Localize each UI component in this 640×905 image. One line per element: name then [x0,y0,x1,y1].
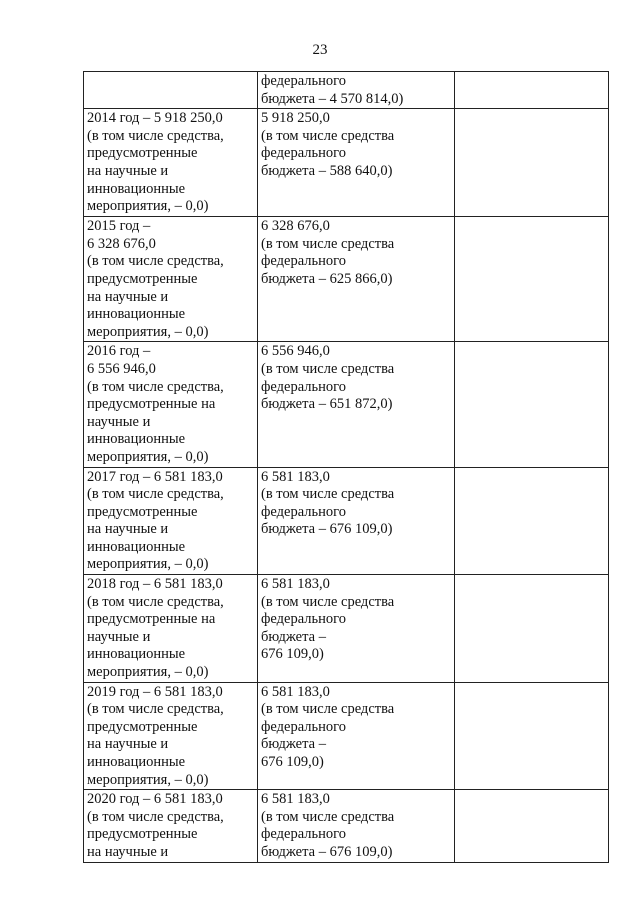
empty-cell [455,342,609,467]
page-number: 23 [312,42,328,58]
table-row [84,682,609,790]
amount-cell: 6 581 183,0 (в том числе средства федерального бюджета – 676 109,0) [258,790,455,862]
table-row [84,72,609,109]
amount-cell: 6 581 183,0 (в том числе средства федерального бюджета – 676 109,0) [258,467,455,575]
empty-cell [455,217,609,342]
table-row [84,109,609,217]
empty-cell [455,575,609,683]
empty-cell [455,790,609,862]
year-cell: 2019 год – 6 581 183,0 (в том числе средства, предусмотренные на научные и инновационные мероприятия, – 0,0) [84,682,258,790]
amount-cell: 6 328 676,0 (в том числе средства федерального бюджета – 625 866,0) [258,217,455,342]
table-row [84,342,609,467]
table-row [84,217,609,342]
year-cell: 2014 год – 5 918 250,0 (в том числе средства, предусмотренные на научные и инновационные мероприятия, – 0,0) [84,109,258,217]
amount-cell: 6 581 183,0 (в том числе средства федерального бюджета – 676 109,0) [258,682,455,790]
empty-cell [455,72,609,109]
table-row [84,575,609,683]
table-row [84,467,609,575]
year-cell: 2020 год – 6 581 183,0 (в том числе средства, предусмотренные на научные и [84,790,258,862]
amount-cell: 6 556 946,0 (в том числе средства федерального бюджета – 651 872,0) [258,342,455,467]
year-cell: 2017 год – 6 581 183,0 (в том числе средства, предусмотренные на научные и инновационные мероприятия, – 0,0) [84,467,258,575]
amount-cell: 6 581 183,0 (в том числе средства федерального бюджета – 676 109,0) [258,575,455,683]
empty-cell [455,682,609,790]
table-row [84,790,609,862]
budget-table [83,71,609,863]
year-cell: 2016 год – 6 556 946,0 (в том числе средства, предусмотренные на научные и инновационные мероприятия, – 0,0) [84,342,258,467]
amount-cell: 5 918 250,0 (в том числе средства федерального бюджета – 588 640,0) [258,109,455,217]
year-cell: 2015 год – 6 328 676,0 (в том числе средства, предусмотренные на научные и инновационные мероприятия, – 0,0) [84,217,258,342]
year-cell: 2018 год – 6 581 183,0 (в том числе средства, предусмотренные на научные и инновационные мероприятия, – 0,0) [84,575,258,683]
year-cell [84,72,258,109]
amount-cell: федерального бюджета – 4 570 814,0) [258,72,455,109]
empty-cell [455,109,609,217]
empty-cell [455,467,609,575]
